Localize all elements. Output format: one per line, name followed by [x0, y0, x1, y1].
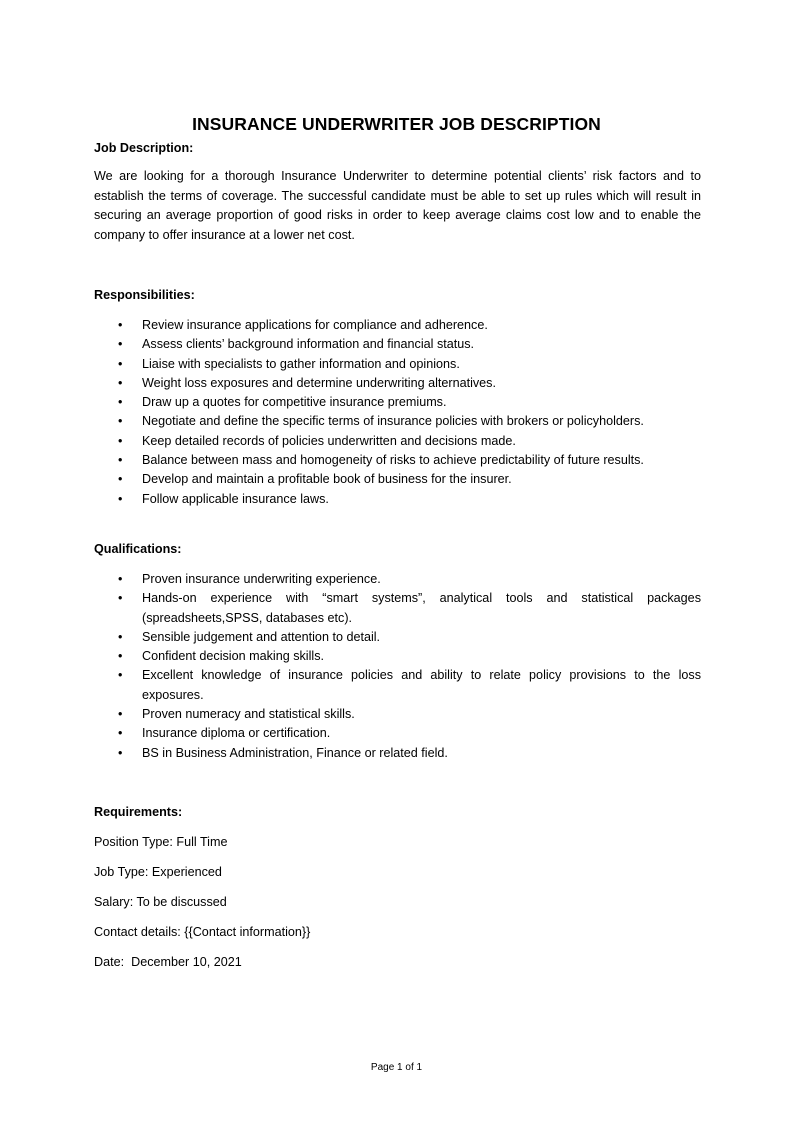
- list-item: • Draw up a quotes for competitive insurance premiums.: [0, 393, 701, 412]
- requirement-date: Date: December 10, 2021: [94, 955, 242, 969]
- responsibilities-heading: Responsibilities:: [94, 288, 195, 302]
- list-item: • Follow applicable insurance laws.: [0, 490, 701, 509]
- list-item: • Proven insurance underwriting experience.: [0, 570, 701, 589]
- list-item: • BS in Business Administration, Finance or related field.: [0, 744, 701, 763]
- list-item: • Hands-on experience with “smart systems”, analytical tools and statistical packages (spreadsheets,SPSS, databases etc).: [0, 589, 701, 628]
- responsibilities-list: [0, 316, 793, 509]
- list-item: • Weight loss exposures and determine underwriting alternatives.: [0, 374, 701, 393]
- list-item: • Negotiate and define the specific terms of insurance policies with brokers or policyholders.: [0, 412, 701, 431]
- requirement-job-type: Job Type: Experienced: [94, 865, 222, 879]
- job-description-text: We are looking for a thorough Insurance Underwriter to determine potential clients’ risk factors and to establish the terms of coverage. The successful candidate must be able to set up rules which will result in securing an average proportion of good risks in order to keep average claims cost low and to enable the company to offer insurance at a lower net cost.: [94, 169, 701, 242]
- list-item: • Review insurance applications for compliance and adherence.: [0, 316, 701, 335]
- qualifications-heading: Qualifications:: [94, 542, 182, 556]
- list-item: • Liaise with specialists to gather information and opinions.: [0, 355, 701, 374]
- page-footer: Page 1 of 1: [370, 1062, 423, 1073]
- list-item: • Assess clients’ background information and financial status.: [0, 335, 701, 354]
- requirement-position-type: Position Type: Full Time: [94, 835, 228, 849]
- requirement-salary: Salary: To be discussed: [94, 895, 227, 909]
- list-item: • Confident decision making skills.: [0, 647, 701, 666]
- list-item: • Excellent knowledge of insurance policies and ability to relate policy provisions to the loss exposures.: [0, 666, 701, 705]
- list-item: • Insurance diploma or certification.: [0, 724, 701, 743]
- document-title: INSURANCE UNDERWRITER JOB DESCRIPTION: [192, 114, 601, 134]
- list-item: • Keep detailed records of policies underwritten and decisions made.: [0, 432, 701, 451]
- list-item: • Balance between mass and homogeneity of risks to achieve predictability of future results.: [0, 451, 701, 470]
- list-item: • Sensible judgement and attention to detail.: [0, 628, 701, 647]
- requirement-contact-details: Contact details: {{Contact information}}: [94, 925, 311, 939]
- job-description-heading: Job Description:: [94, 141, 194, 155]
- qualifications-list: [0, 570, 793, 763]
- list-item: • Develop and maintain a profitable book of business for the insurer.: [0, 470, 701, 489]
- list-item: • Proven numeracy and statistical skills.: [0, 705, 701, 724]
- requirements-heading: Requirements:: [94, 805, 183, 819]
